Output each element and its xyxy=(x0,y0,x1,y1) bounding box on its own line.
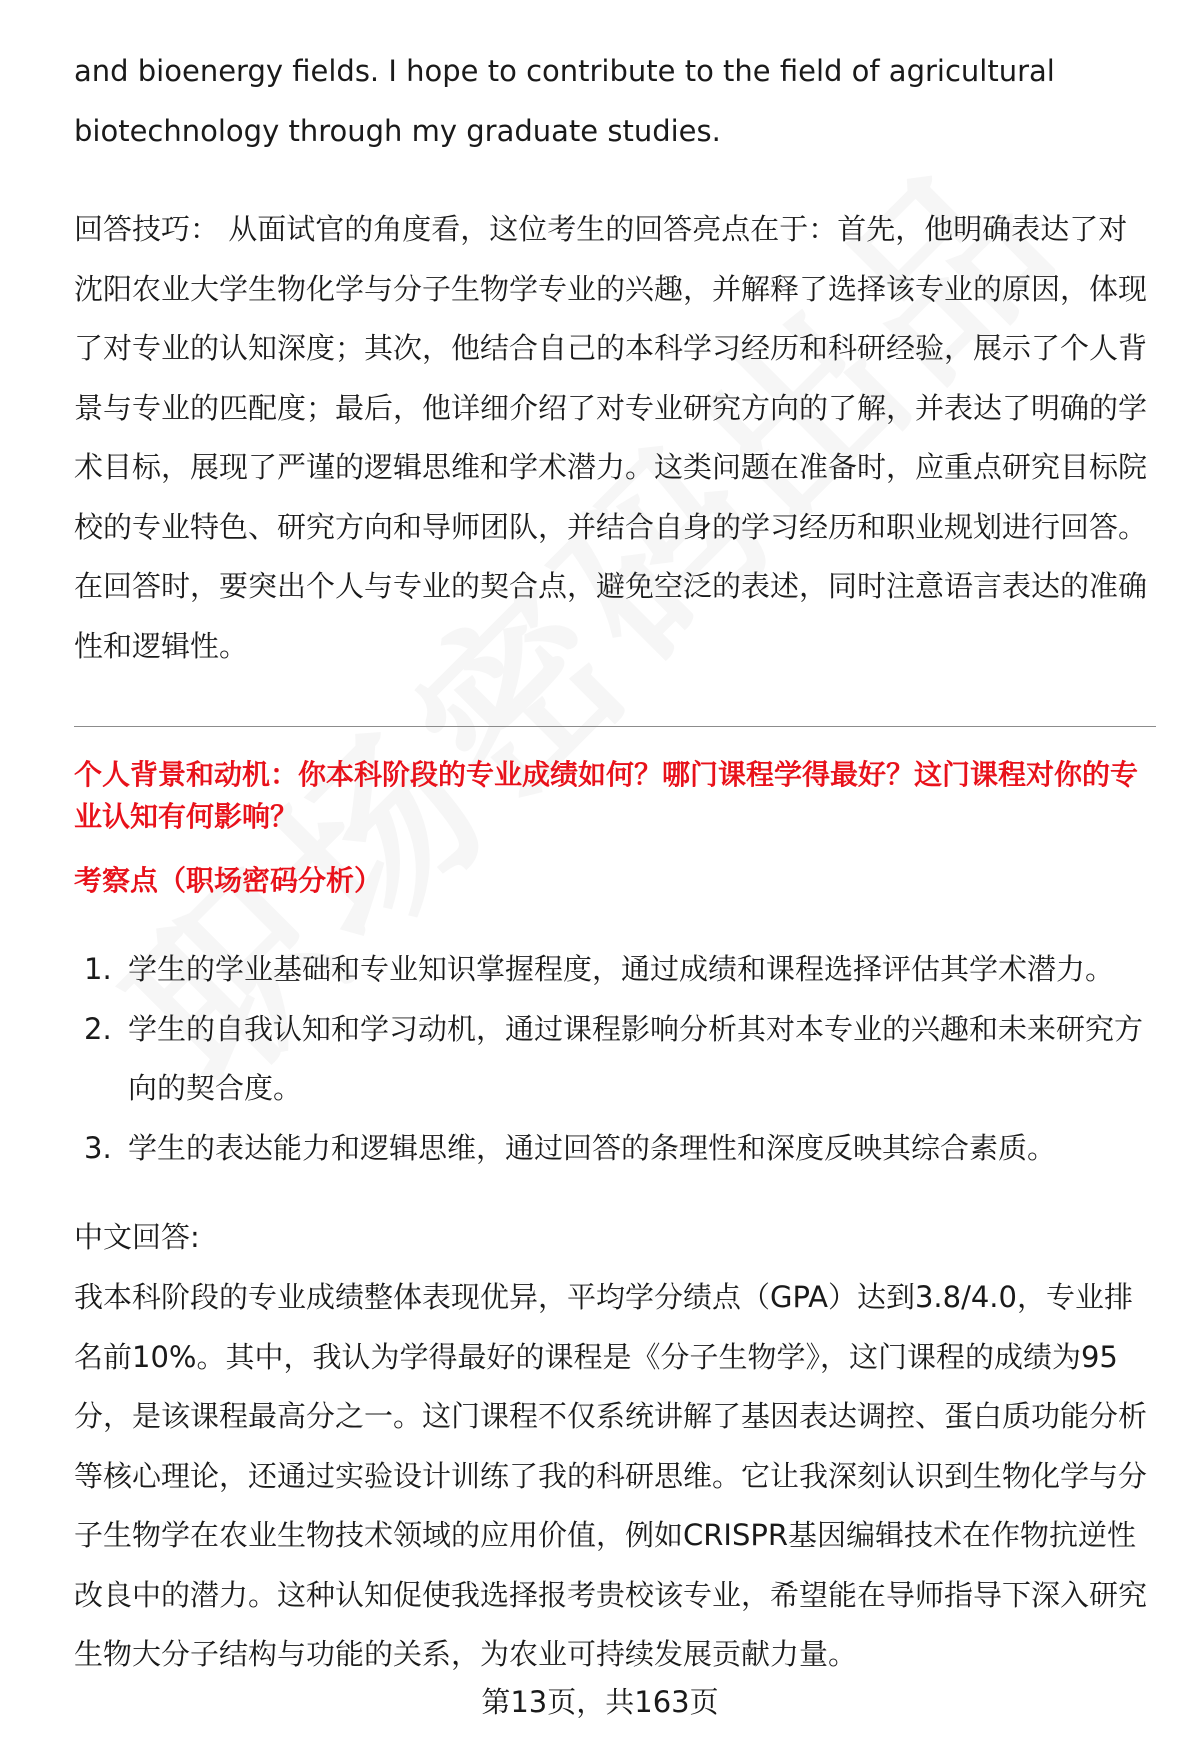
list-item-number: 3. xyxy=(84,1130,112,1165)
list-item xyxy=(74,940,1156,1000)
section-divider xyxy=(74,726,1156,727)
answer-tips-paragraph: 回答技巧： 从面试官的角度看，这位考生的回答亮点在于：首先，他明确表达了对沈阳农业大学生物化学与分子生物学专业的兴趣，并解释了选择该专业的原因，体现了对专业的认知深度；其次，他结合自己的本科学习经历和科研经验，展示了个人背景与专业的匹配度；最后，他详细介绍了对专业研究方向的了解，并表达了明确的学术目标，展现了严谨的逻辑思维和学术潜力。这类问题在准备时，应重点研究目标院校的专业特色、研究方向和导师团队，并结合自身的学习经历和职业规划进行回答。在回答时，要突出个人与专业的契合点，避免空泛的表述，同时注意语言表达的准确性和逻辑性。 xyxy=(74,212,1148,663)
list-item-text: 学生的表达能力和逻辑思维，通过回答的条理性和深度反映其综合素质。 xyxy=(128,1130,1057,1165)
page-number-footer: 第13页，共163页 xyxy=(481,1685,719,1719)
chinese-answer-paragraph: 我本科阶段的专业成绩整体表现优异，平均学分绩点（GPA）达到3.8/4.0，专业排名前10%。其中，我认为学得最好的课程是《分子生物学》，这门课程的成绩为95分，是该课程最高分之一。这门课程不仅系统讲解了基因表达调控、蛋白质功能分析等核心理论，还通过实验设计训练了我的科研思维。它让我深刻认识到生物化学与分子生物学在农业生物技术领域的应用价值，例如CRISPR基因编辑技术在作物抗逆性改良中的潜力。这种认知促使我选择报考贵校该专业，希望能在导师指导下深入研究生物大分子结构与功能的关系，为农业可持续发展贡献力量。 xyxy=(74,1280,1148,1671)
analysis-title: 考察点（职场密码分析） xyxy=(74,864,383,897)
list-item-number: 2. xyxy=(84,1011,112,1046)
list-item-text: 学生的学业基础和专业知识掌握程度，通过成绩和课程选择评估其学术潜力。 xyxy=(128,952,1115,986)
chinese-answer-label: 中文回答: xyxy=(74,1220,200,1254)
list-item xyxy=(74,1119,1156,1179)
list-item xyxy=(74,1000,1156,1119)
intro-english-paragraph: and bioenergy fields. I hope to contribute to the field of agricultural biotechnology through my graduate studies. xyxy=(74,54,1055,148)
list-item-text: 学生的自我认知和学习动机，通过课程影响分析其对本专业的兴趣和未来研究方向的契合度。 xyxy=(128,1011,1144,1105)
list-item-number: 1. xyxy=(84,952,112,986)
analysis-points-list xyxy=(74,940,1156,1178)
question-heading: 个人背景和动机：你本科阶段的专业成绩如何？哪门课程学得最好？这门课程对你的专业认知有何影响？ xyxy=(74,758,1139,833)
